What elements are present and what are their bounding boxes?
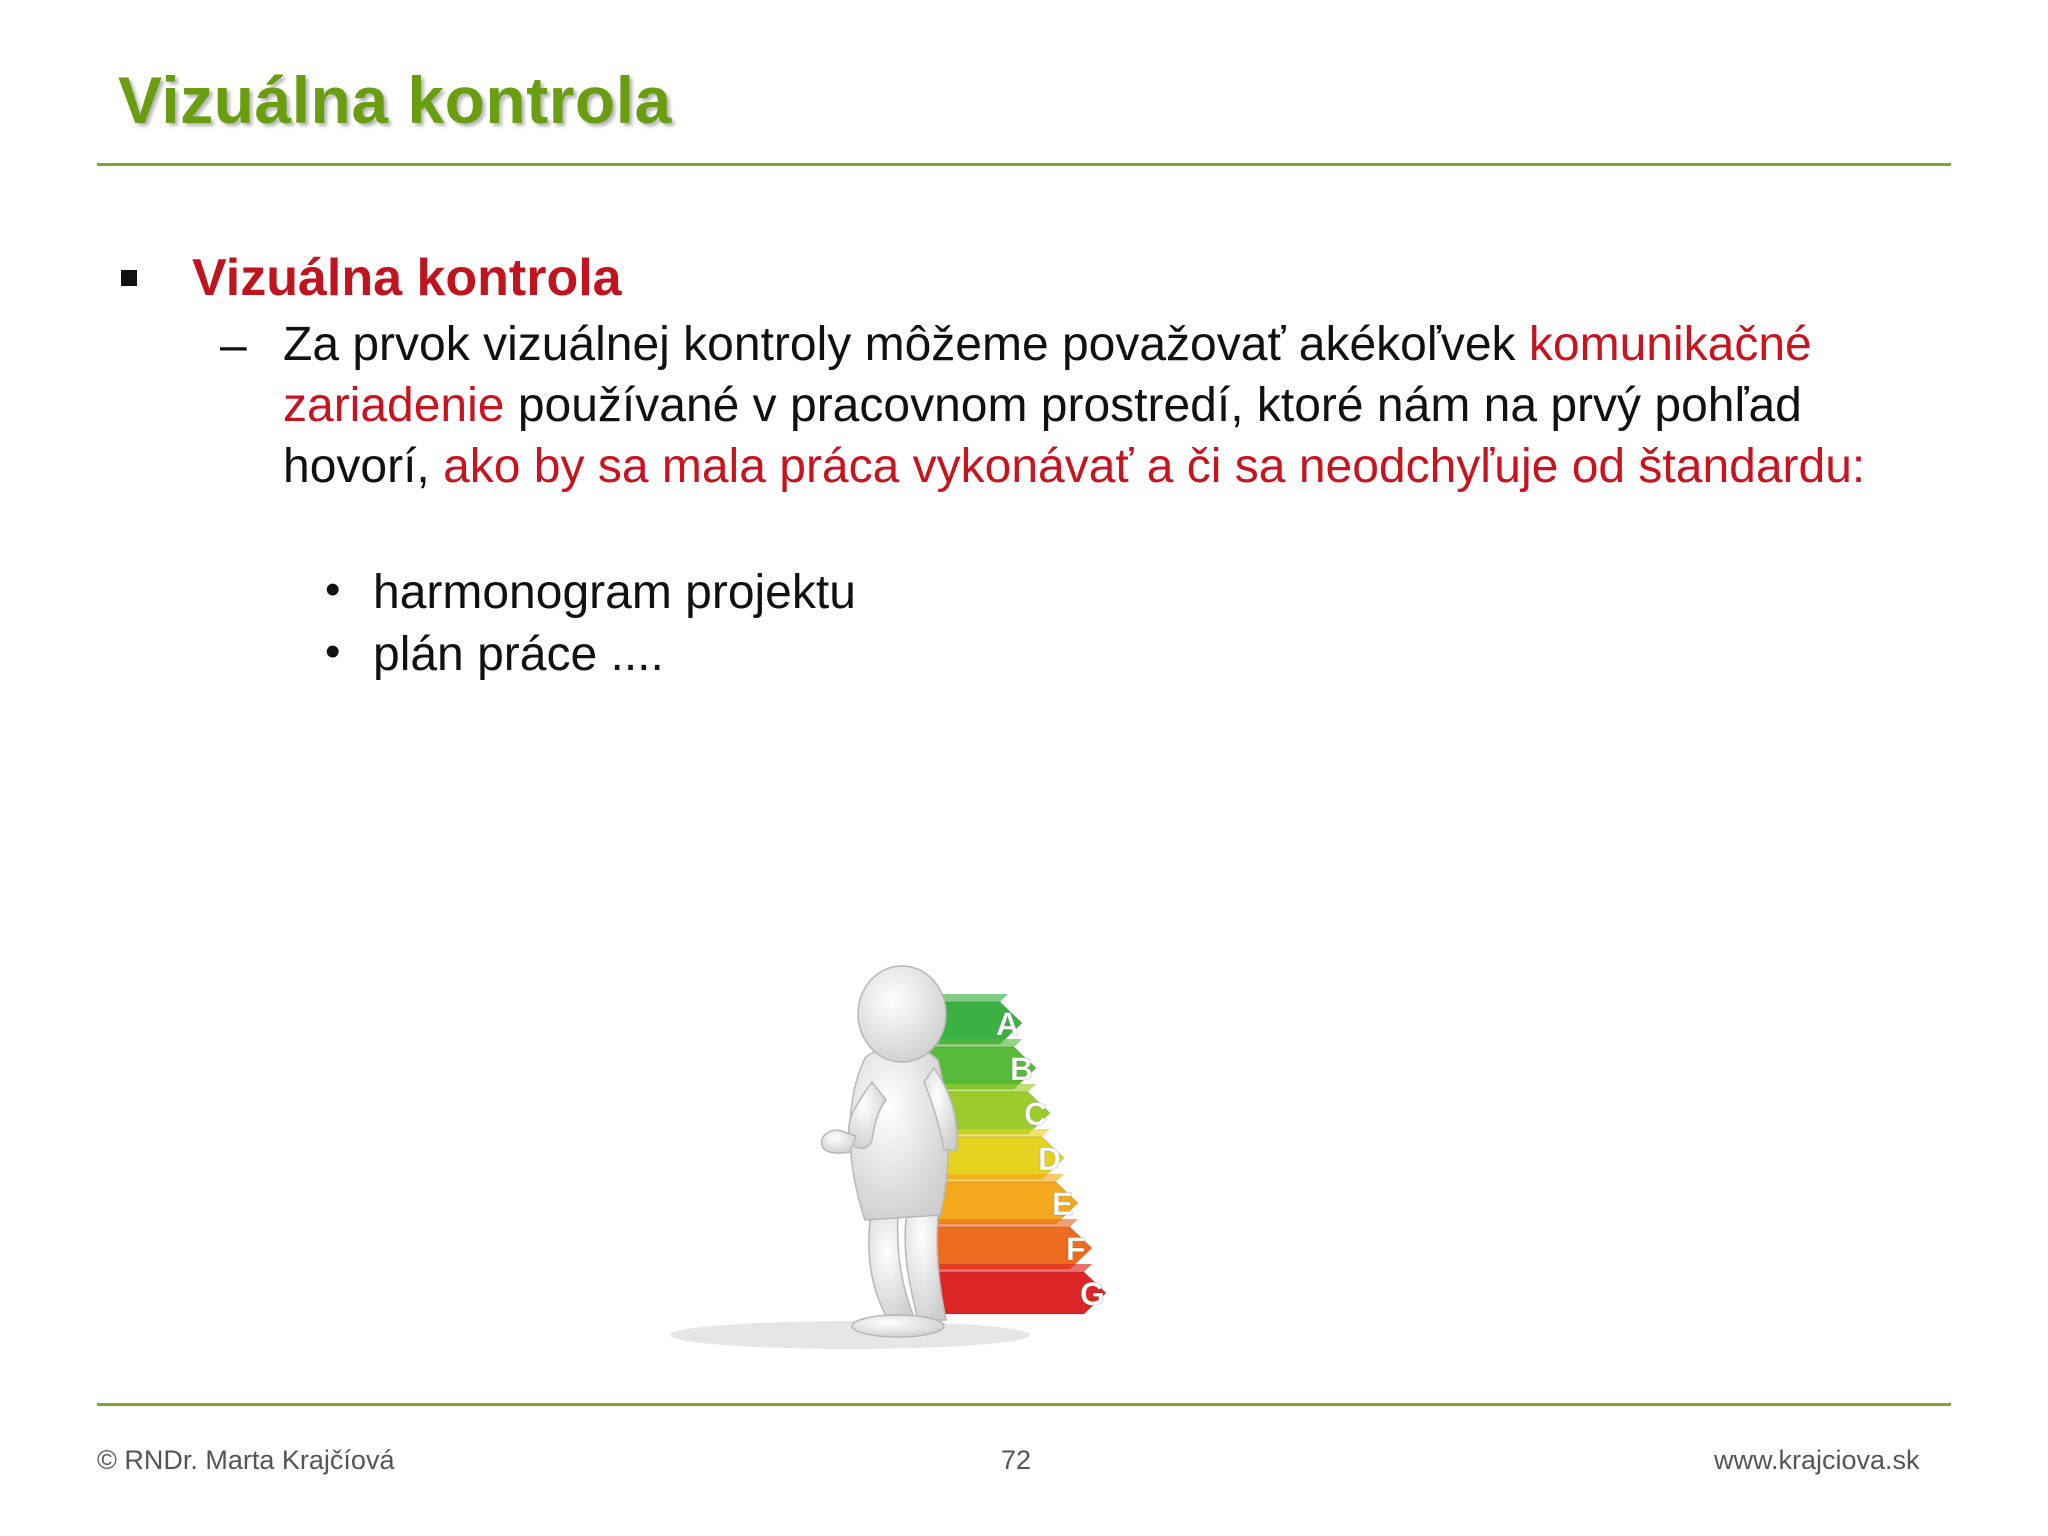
round-bullet-icon: •: [325, 565, 341, 614]
list-item: harmonogram projektu: [373, 566, 856, 619]
round-bullet-icon: •: [325, 627, 341, 676]
energy-label-e: E: [1052, 1186, 1074, 1222]
energy-label-a: A: [996, 1006, 1020, 1042]
dash-bullet: –: [220, 319, 247, 372]
paragraph-highlight-1: komunikačné zariadenie: [283, 318, 1812, 432]
paragraph-text-3: ,: [416, 440, 444, 493]
paragraph-text-1: Za prvok vizuálnej kontroly môžeme považovať akékoľvek: [283, 318, 1529, 371]
energy-label-f: F: [1066, 1231, 1086, 1267]
footer-author: © RNDr. Marta Krajčíová: [97, 1445, 395, 1475]
white-figure-icon: [822, 966, 957, 1337]
energy-label-c: C: [1024, 1096, 1048, 1132]
footer-page-number: 72: [1001, 1445, 1032, 1475]
title-divider: [97, 163, 1951, 166]
description-paragraph: [283, 314, 1943, 497]
square-bullet-icon: [121, 270, 137, 286]
paragraph-text-2: používané v pracovnom prostredí, ktoré nám na prvý pohľad hovorí: [283, 379, 1802, 493]
energy-label-d: D: [1038, 1141, 1062, 1177]
list-item: plán práce ....: [373, 628, 664, 681]
floor-shadow: [670, 1321, 1030, 1349]
energy-rating-illustration: [520, 720, 1120, 1360]
paragraph-highlight-2: ako by sa mala práca vykonávať a či sa neodchyľuje od štandardu:: [443, 440, 1866, 493]
slide-title: Vizuálna kontrola: [118, 63, 672, 137]
energy-label-b: B: [1010, 1051, 1034, 1087]
energy-label-g: G: [1080, 1276, 1105, 1312]
section-heading: Vizuálna kontrola: [192, 249, 622, 307]
footer-divider: [97, 1403, 1951, 1406]
footer-website: www.krajciova.sk: [1714, 1445, 1920, 1475]
